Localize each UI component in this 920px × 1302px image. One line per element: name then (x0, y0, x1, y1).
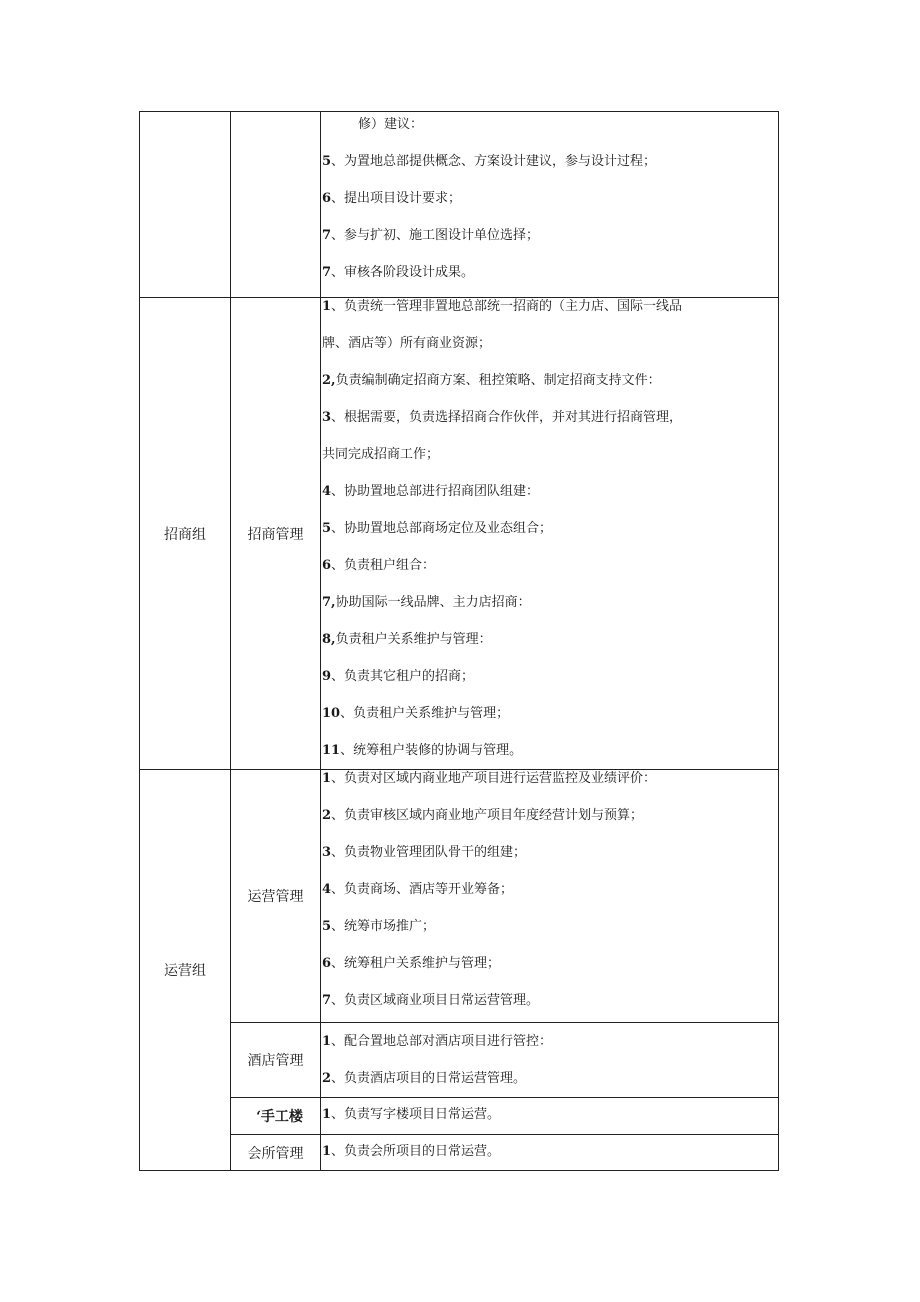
sub-cell (231, 112, 321, 298)
duty-cell (321, 1135, 779, 1171)
table-row (140, 112, 779, 298)
duty-line: 5、统筹市场推广； (322, 919, 436, 934)
duty-cell (321, 1098, 779, 1135)
sub-cell-hotel-mgmt: 酒店管理 (231, 1023, 321, 1098)
duty-cell (321, 1023, 779, 1098)
duty-line: 修）建议： (358, 117, 424, 132)
group-cell-merchant: 招商组 (140, 298, 231, 770)
duty-line: 1、负责写字楼项目日常运营。 (322, 1107, 501, 1122)
table-row (140, 1135, 779, 1171)
group-cell (140, 112, 231, 298)
sub-cell-ops-mgmt: 运营管理 (231, 770, 321, 1023)
duty-line: 6、负责租户组合： (322, 558, 436, 573)
duty-cell (321, 112, 779, 298)
duty-cell (321, 770, 779, 1023)
duty-line: 5、为置地总部提供概念、方案设计建议，参与设计过程； (322, 154, 657, 169)
table-row (140, 770, 779, 1023)
duty-line: 7、参与扩初、施工图设计单位选择； (322, 228, 540, 243)
duty-line: 2、负责酒店项目的日常运营管理。 (322, 1071, 527, 1086)
duty-line: 7、审核各阶段设计成果。 (322, 265, 475, 280)
sub-cell-club-mgmt: 会所管理 (231, 1135, 321, 1171)
table-row (140, 1098, 779, 1135)
duty-line: 2,负责编制确定招商方案、租控策略、制定招商支持文件： (322, 373, 661, 388)
duty-line: 4、负责商场、酒店等开业筹备； (322, 882, 514, 897)
duty-cell (321, 298, 779, 770)
sub-cell-merchant-mgmt: 招商管理 (231, 298, 321, 770)
duty-line: 1、负责会所项目的日常运营。 (322, 1144, 501, 1159)
sub-cell-office-mgmt: ‘手工楼 (231, 1098, 321, 1135)
duty-line: 8,负责租户关系维护与管理： (322, 632, 492, 647)
duty-line: 共同完成招商工作； (322, 447, 440, 462)
duty-line: 3、负责物业管理团队骨干的组建； (322, 845, 527, 860)
duty-line: 6、统筹租户关系维护与管理； (322, 956, 501, 971)
duty-line: 6、提出项目设计要求； (322, 191, 462, 206)
duty-line: 2、负责审核区域内商业地产项目年度经营计划与预算； (322, 808, 644, 823)
duty-line: 4、协助置地总部进行招商团队组建： (322, 484, 540, 499)
duty-line: 1、负责统一管理非置地总部统一招商的（主力店、国际一线品 (322, 299, 683, 314)
duty-line: 7,协助国际一线品牌、主力店招商： (322, 595, 531, 610)
duty-line: 7、负责区域商业项目日常运营管理。 (322, 993, 540, 1008)
duty-line: 3、根据需要，负责选择招商合作伙伴，并对其进行招商管理， (322, 410, 683, 425)
duty-line: 10、负责租户关系维护与管理； (322, 706, 510, 721)
table-row (140, 1023, 779, 1098)
duty-line: 5、协助置地总部商场定位及业态组合； (322, 521, 553, 536)
group-cell-operations: 运营组 (140, 770, 231, 1171)
duty-line: 1、负责对区域内商业地产项目进行运营监控及业绩评价： (322, 771, 657, 786)
responsibility-table (139, 111, 779, 1171)
duty-line: 牌、酒店等）所有商业资源； (322, 336, 492, 351)
duty-line: 9、负责其它租户的招商； (322, 669, 475, 684)
table-row (140, 298, 779, 770)
duty-line: 11、统筹租户装修的协调与管理。 (322, 743, 523, 758)
duty-line: 1、配合置地总部对酒店项目进行管控： (322, 1034, 553, 1049)
